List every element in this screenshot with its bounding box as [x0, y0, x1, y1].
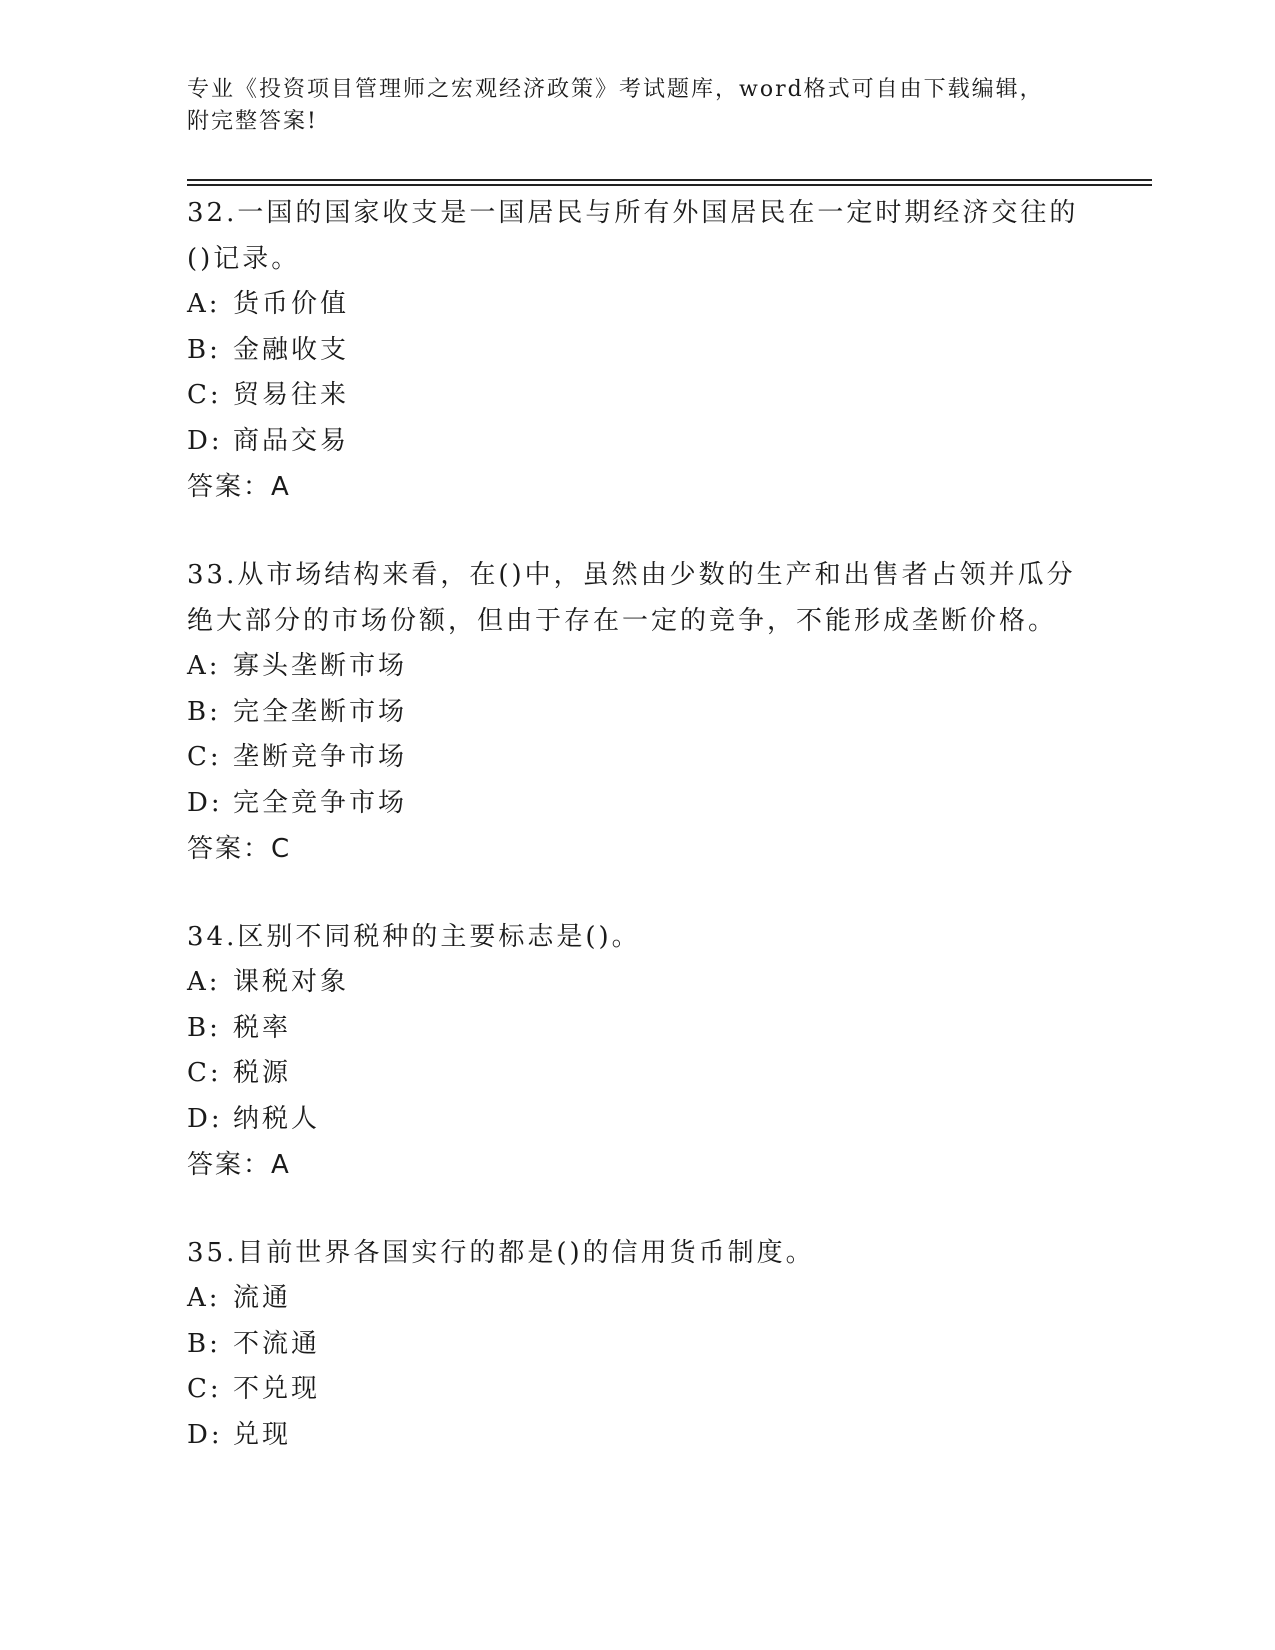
question-stem: 32.一国的国家收支是一国居民与所有外国居民在一定时期经济交往的()记录。: [187, 198, 1079, 274]
option-text: 不兑现: [233, 1374, 321, 1404]
option-b: [187, 1322, 1087, 1368]
option-letter: C:: [187, 380, 222, 410]
option-c: [187, 373, 1087, 419]
question-32: [187, 190, 1087, 510]
option-c: [187, 1367, 1087, 1413]
option-letter: D:: [187, 787, 223, 818]
option-letter: A:: [187, 651, 221, 681]
option-b: [187, 328, 1087, 374]
option-letter: C:: [187, 742, 222, 772]
option-text: 金融收支: [233, 334, 350, 365]
answer-line: 答案：C: [187, 834, 292, 864]
option-letter: D:: [187, 1419, 223, 1450]
question-stem: 34.区别不同税种的主要标志是()。: [187, 922, 641, 952]
option-letter: D:: [187, 425, 223, 456]
option-letter: B:: [187, 1328, 221, 1359]
option-b: [187, 1006, 1087, 1052]
option-c: [187, 1051, 1087, 1097]
option-text: 流通: [233, 1283, 292, 1313]
option-b: [187, 690, 1087, 736]
option-letter: B:: [187, 334, 221, 365]
option-text: 货币价值: [233, 289, 350, 319]
option-d: [187, 1413, 1087, 1459]
option-text: 税源: [233, 1058, 292, 1088]
header-divider-top: [187, 179, 1152, 181]
header-divider-bottom: [187, 184, 1152, 186]
option-text: 完全竞争市场: [233, 787, 408, 818]
question-list: [187, 190, 1087, 1500]
header-line-2: 附完整答案!: [187, 109, 318, 134]
option-letter: A:: [187, 967, 221, 997]
header-line-1: 专业《投资项目管理师之宏观经济政策》考试题库，word格式可自由下载编辑，: [187, 77, 1044, 102]
option-text: 寡头垄断市场: [233, 651, 408, 681]
option-text: 税率: [233, 1012, 292, 1043]
option-d: [187, 781, 1087, 827]
option-text: 贸易往来: [233, 380, 350, 410]
option-text: 纳税人: [233, 1103, 321, 1134]
option-text: 不流通: [233, 1328, 321, 1359]
option-letter: B:: [187, 696, 221, 727]
option-a: [187, 644, 1087, 690]
question-35: [187, 1230, 1087, 1458]
option-text: 商品交易: [233, 425, 350, 456]
answer-line: 答案：A: [187, 472, 291, 502]
option-letter: C:: [187, 1374, 222, 1404]
document-header: [187, 74, 1067, 138]
option-text: 垄断竞争市场: [233, 742, 408, 772]
question-34: [187, 914, 1087, 1188]
option-text: 课税对象: [233, 967, 350, 997]
option-text: 完全垄断市场: [233, 696, 408, 727]
option-text: 兑现: [233, 1419, 292, 1450]
answer-line: 答案：A: [187, 1150, 291, 1180]
question-stem: 33.从市场结构来看，在()中，虽然由少数的生产和出售者占领并瓜分绝大部分的市场份额，但由于存在一定的竞争，不能形成垄断价格。: [187, 560, 1076, 636]
option-letter: B:: [187, 1012, 221, 1043]
option-letter: D:: [187, 1103, 223, 1134]
option-a: [187, 1276, 1087, 1322]
option-a: [187, 960, 1087, 1006]
question-stem: 35.目前世界各国实行的都是()的信用货币制度。: [187, 1238, 815, 1268]
option-letter: C:: [187, 1058, 222, 1088]
option-c: [187, 735, 1087, 781]
option-letter: A:: [187, 1283, 221, 1313]
question-33: [187, 552, 1087, 872]
option-a: [187, 282, 1087, 328]
option-d: [187, 1097, 1087, 1143]
option-letter: A:: [187, 289, 221, 319]
option-d: [187, 419, 1087, 465]
